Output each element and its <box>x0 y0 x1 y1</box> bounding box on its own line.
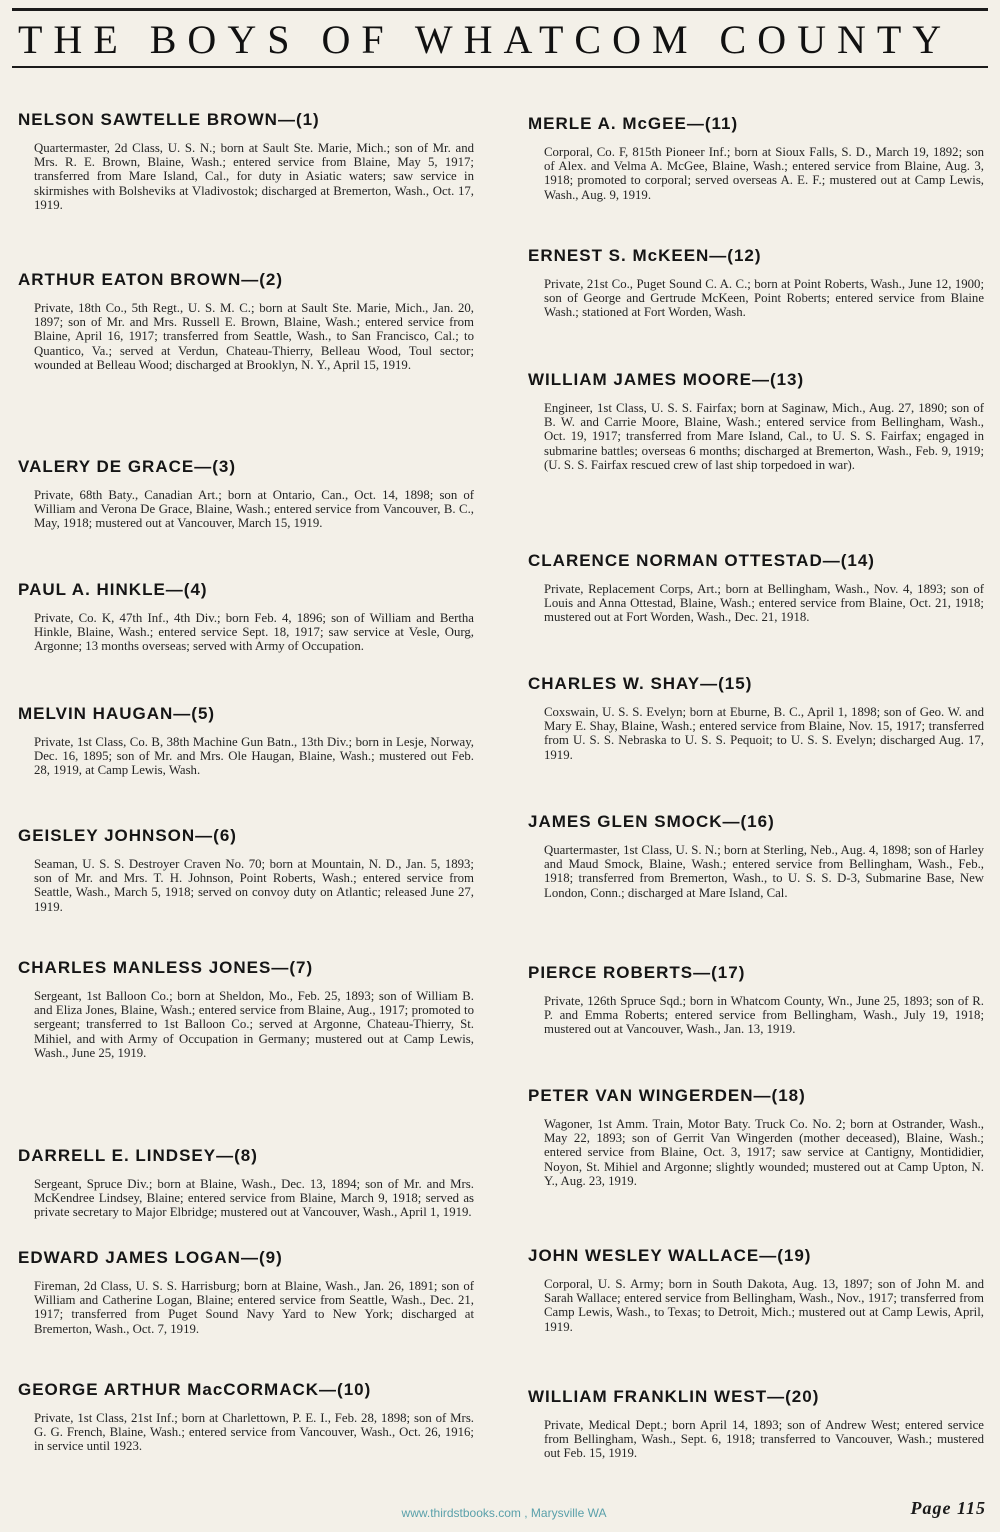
soldier-name: VALERY DE GRACE—(3) <box>18 457 236 476</box>
service-record-entry <box>528 370 988 472</box>
service-record-text: Private, Co. K, 47th Inf., 4th Div.; born Feb. 4, 1896; son of William and Bertha Hinkle, Blaine, Wash.; entered service Sept. 18, 1917; saw service at Vesle, Ourg, Argonne; 13 months overseas; served with Army of Occupation. <box>34 611 474 654</box>
service-record-entry <box>528 114 988 202</box>
service-record-entry <box>18 580 478 654</box>
soldier-name: MELVIN HAUGAN—(5) <box>18 704 216 723</box>
service-record-entry <box>528 1387 988 1461</box>
service-record-text: Private, 21st Co., Puget Sound C. A. C.; born at Point Roberts, Wash., June 12, 1900; son of George and Gertrude McKeen, Point Roberts; entered service from Blaine Wash.; stationed at Fort Worden, Wash. <box>544 277 984 320</box>
service-record-text: Private, Replacement Corps, Art.; born at Bellingham, Wash., Nov. 4, 1893; son of Louis and Anna Ottestad, Blaine, Wash.; entered service from Blaine, Oct. 21, 1918; mustered out at Fort Worden, Wash., Dec. 21, 1918. <box>544 582 984 625</box>
soldier-name: GEORGE ARTHUR MacCORMACK—(10) <box>18 1380 372 1399</box>
page-number: Page 115 <box>910 1498 986 1518</box>
header-top-rule <box>12 8 988 11</box>
service-record-entry <box>528 246 988 320</box>
soldier-name: DARRELL E. LINDSEY—(8) <box>18 1146 258 1165</box>
soldier-name: WILLIAM JAMES MOORE—(13) <box>528 370 805 389</box>
service-record-entry <box>18 1146 478 1220</box>
service-record-entry <box>528 812 988 900</box>
soldier-name: PIERCE ROBERTS—(17) <box>528 963 746 982</box>
service-record-text: Private, 1st Class, 21st Inf.; born at Charlettown, P. E. I., Feb. 28, 1898; son of Mrs. G. G. French, Blaine, Wash.; entered service from Vancouver, Wash., Oct. 26, 1916; in service until 1923. <box>34 1411 474 1454</box>
service-record-text: Fireman, 2d Class, U. S. S. Harrisburg; born at Blaine, Wash., Jan. 26, 1891; son of William and Catherine Logan, Blaine; entered service from Seattle, Wash., Dec. 21, 1917; transferred from Puget Sound Navy Yard to New York; discharged at Bremerton, Wash., Oct. 7, 1919. <box>34 1279 474 1336</box>
soldier-name: ERNEST S. McKEEN—(12) <box>528 246 762 265</box>
header-bottom-rule <box>12 66 988 68</box>
service-record-entry <box>528 674 988 762</box>
service-record-entry <box>18 1380 478 1454</box>
soldier-name: PAUL A. HINKLE—(4) <box>18 580 208 599</box>
service-record-entry <box>18 704 478 778</box>
service-record-entry <box>528 1086 988 1188</box>
soldier-name: ARTHUR EATON BROWN—(2) <box>18 270 284 289</box>
service-record-entry <box>528 1246 988 1334</box>
service-record-text: Private, 126th Spruce Sqd.; born in Whatcom County, Wn., June 25, 1893; son of R. P. and Emma Roberts; entered service from Bellingham, Wash., July 19, 1918; mustered out at Vancouver, Wash., Jan. 13, 1919. <box>544 994 984 1037</box>
website-watermark: www.thirdstbooks.com , Marysville WA <box>401 1506 607 1520</box>
soldier-name: EDWARD JAMES LOGAN—(9) <box>18 1248 283 1267</box>
service-record-text: Seaman, U. S. S. Destroyer Craven No. 70; born at Mountain, N. D., Jan. 5, 1893; son of Mr. and Mrs. T. H. Johnson, Point Roberts, Wash.; entered service from Seattle, Wash., March 5, 1918; served on convoy duty on Atlantic; released June 27, 1919. <box>34 857 474 914</box>
soldier-name: JOHN WESLEY WALLACE—(19) <box>528 1246 812 1265</box>
soldier-name: CLARENCE NORMAN OTTESTAD—(14) <box>528 551 875 570</box>
service-record-text: Corporal, Co. F, 815th Pioneer Inf.; born at Sioux Falls, S. D., March 19, 1892; son of Alex. and Velma A. McGee, Blaine, Wash.; entered service from Blaine, Aug. 3, 1918; promoted to corporal; served overseas A. E. F.; mustered out at Camp Lewis, Wash., Aug. 9, 1919. <box>544 145 984 202</box>
service-record-text: Private, 68th Baty., Canadian Art.; born at Ontario, Can., Oct. 14, 1898; son of William and Verona De Grace, Blaine, Wash.; entered service from Vancouver, B. C., May, 1918; mustered out at Vancouver, March 15, 1919. <box>34 488 474 531</box>
soldier-name: PETER VAN WINGERDEN—(18) <box>528 1086 806 1105</box>
service-record-entry <box>18 110 478 212</box>
soldier-name: MERLE A. McGEE—(11) <box>528 114 739 133</box>
service-record-text: Private, Medical Dept.; born April 14, 1893; son of Andrew West; entered service from Bellingham, Wash., Sept. 6, 1918; transferred to Vancouver, Wash.; mustered out Feb. 15, 1919. <box>544 1418 984 1461</box>
soldier-name: CHARLES MANLESS JONES—(7) <box>18 958 314 977</box>
service-record-entry <box>18 958 478 1060</box>
service-record-text: Sergeant, 1st Balloon Co.; born at Sheldon, Mo., Feb. 25, 1893; son of William B. and Eliza Jones, Blaine, Wash.; entered service from Blaine, Aug., 1917; promoted to sergeant; transferred to 1st Balloon Co.; served at Argonne, Chateau-Thierry, St. Mihiel, and with Army of Occupation in Germany; mustered out at Camp Lewis, Wash., June 25, 1919. <box>34 989 474 1060</box>
service-record-text: Quartermaster, 2d Class, U. S. N.; born at Sault Ste. Marie, Mich.; son of Mr. and Mrs. R. E. Brown, Blaine, Wash.; entered service from Blaine, May 5, 1917; transferred from Mare Island, Cal., for duty in Asiatic waters; saw service in skirmishes with Bolsheviks at Vladivostok; discharged at Bremerton, Wash., Oct. 17, 1919. <box>34 141 474 212</box>
soldier-name: WILLIAM FRANKLIN WEST—(20) <box>528 1387 820 1406</box>
soldier-name: JAMES GLEN SMOCK—(16) <box>528 812 775 831</box>
soldier-name: CHARLES W. SHAY—(15) <box>528 674 753 693</box>
service-record-entry <box>18 1248 478 1336</box>
service-record-entry <box>18 270 478 372</box>
service-record-entry <box>18 826 478 914</box>
service-record-entry <box>528 551 988 625</box>
service-record-text: Private, 18th Co., 5th Regt., U. S. M. C.; born at Sault Ste. Marie, Mich., Jan. 20, 1897; son of Mr. and Mrs. Russell E. Brown, Blaine, Wash.; entered service from Blaine, April 16, 1917; transferred from Seattle, Wash., to San Francisco, Cal.; to Quantico, Va.; served at Verdun, Chateau-Thierry, Belleau Wood, Toul sector; wounded at Belleau Wood; discharged at Brooklyn, N. Y., April 15, 1919. <box>34 301 474 372</box>
service-record-entry <box>528 963 988 1037</box>
service-record-text: Wagoner, 1st Amm. Train, Motor Baty. Truck Co. No. 2; born at Ostrander, Wash., May 22, 1893; son of Gerrit Van Wingerden (mother deceased), Blaine, Wash.; entered service from Blaine, Oct. 3, 1917; saw service at Cantigny, Montididier, Noyon, St. Mihiel and Argonne; slightly wounded; mustered out at Camp Upton, N. Y., Aug. 23, 1919. <box>544 1117 984 1188</box>
service-record-text: Quartermaster, 1st Class, U. S. N.; born at Sterling, Neb., Aug. 4, 1898; son of Harley and Maud Smock, Blaine, Wash.; entered service from Bellingham, Wash., Feb., 1918; transferred from Bremerton, Wash., to U. S. S. D-3, Submarine Base, New London, Conn.; discharged at Mare Island, Cal. <box>544 843 984 900</box>
soldier-name: NELSON SAWTELLE BROWN—(1) <box>18 110 320 129</box>
service-record-text: Engineer, 1st Class, U. S. S. Fairfax; born at Saginaw, Mich., Aug. 27, 1890; son of B. W. and Carrie Moore, Blaine, Wash.; entered service from Bellingham, Wash., Oct. 19, 1917; transferred from Mare Island, Cal., to U. S. S. Fairfax; engaged in submarine battles; overseas 6 months; discharged at Bremerton, Wash., Feb. 9, 1919; (U. S. S. Fairfax rescued crew of last ship torpedoed in war). <box>544 401 984 472</box>
service-record-text: Sergeant, Spruce Div.; born at Blaine, Wash., Dec. 13, 1894; son of Mr. and Mrs. McKendree Lindsey, Blaine; entered service from Blaine, March 9, 1918; served as private secretary to Major Elbridge; mustered out at Vancouver, Wash., April 1, 1919. <box>34 1177 474 1220</box>
service-record-text: Coxswain, U. S. S. Evelyn; born at Eburne, B. C., April 1, 1898; son of Geo. W. and Mary E. Shay, Blaine, Wash.; entered service from Blaine, Nov. 15, 1917; transferred from U. S. S. Nebraska to U. S. S. Pequoit; to U. S. S. Evelyn; discharged Aug. 17, 1919. <box>544 705 984 762</box>
service-record-text: Private, 1st Class, Co. B, 38th Machine Gun Batn., 13th Div.; born in Lesje, Norway, Dec. 16, 1895; son of Mr. and Mrs. Ole Haugan, Blaine, Wash.; mustered out Feb. 28, 1919, at Camp Lewis, Wash. <box>34 735 474 778</box>
page-title: THE BOYS OF WHATCOM COUNTY <box>18 17 953 62</box>
service-record-entry <box>18 457 478 531</box>
soldier-name: GEISLEY JOHNSON—(6) <box>18 826 237 845</box>
service-record-text: Corporal, U. S. Army; born in South Dakota, Aug. 13, 1897; son of John M. and Sarah Wallace; entered service from Bellingham, Wash., Nov., 1917; transferred from Camp Lewis, Wash., to Texas; to Detroit, Mich.; mustered out at Camp Lewis, April, 1919. <box>544 1277 984 1334</box>
